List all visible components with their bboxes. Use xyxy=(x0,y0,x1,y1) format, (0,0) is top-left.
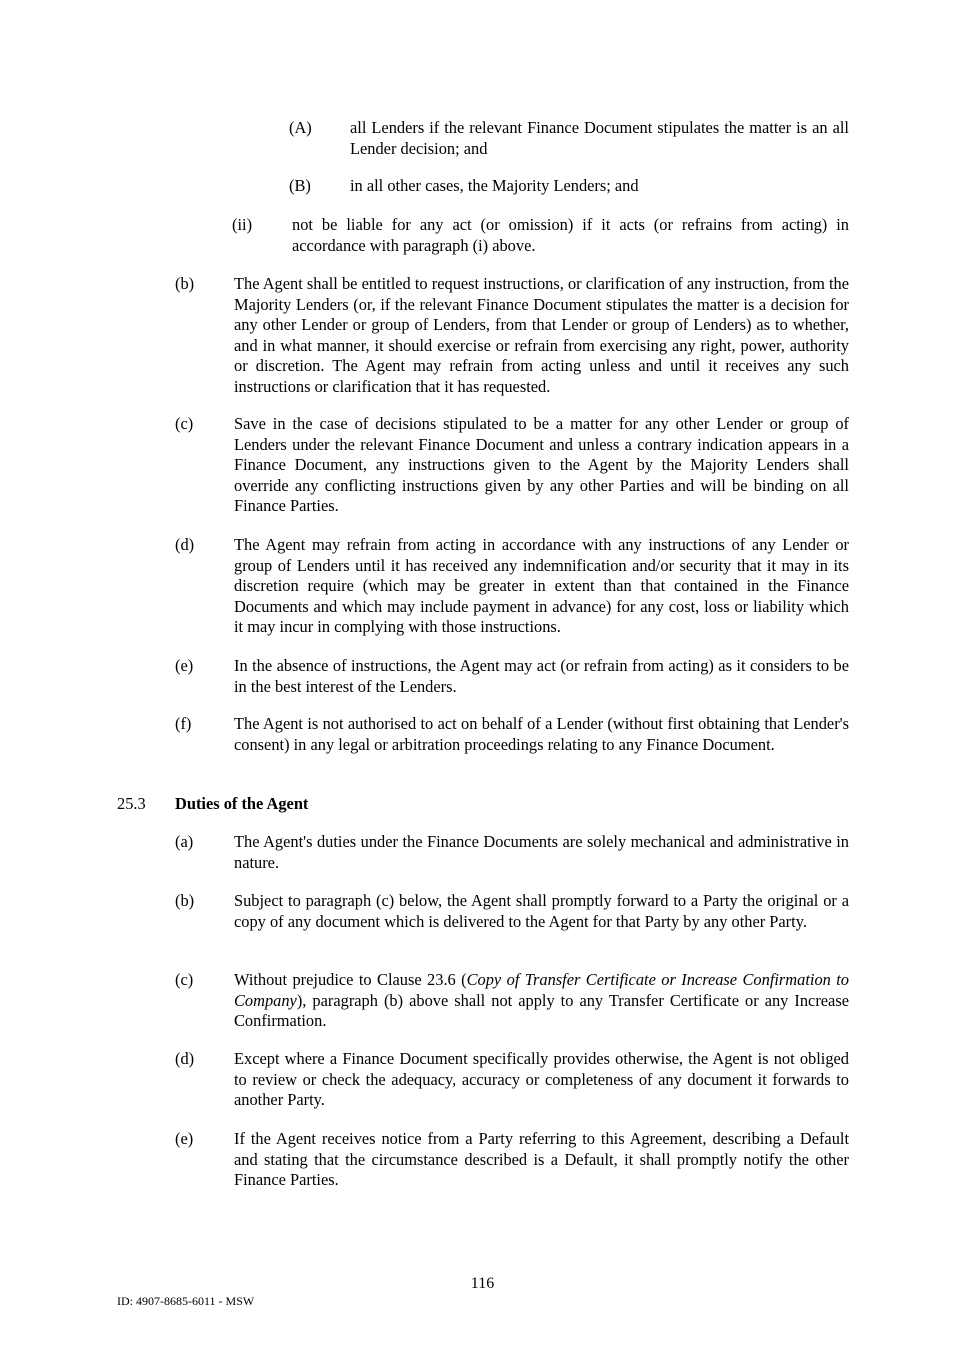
page-number: 116 xyxy=(470,1275,495,1292)
item-text: The Agent shall be entitled to request instructions, or clarification of any instruction, from the Majority Lenders (or, if the relevant Finance Document stipulates the matter is a decision for any other Lender or group of Lenders, from that Lender or group of Lenders) as to whether, and in what manner, it should exercise or refrain from exercising any right, power, authority or discretion. The Agent may refrain from acting unless and until it receives any such instructions or clarification that it has requested. xyxy=(234,274,849,396)
duty-text xyxy=(234,970,849,1032)
duty-label: (d) xyxy=(175,1049,195,1068)
item-text: not be liable for any act (or omission) if it acts (or refrains from acting) in accordance with paragraph (i) above. xyxy=(292,215,849,255)
duty-text-before: Without prejudice to Clause 23.6 ( xyxy=(234,970,467,989)
item-label: (c) xyxy=(175,414,194,433)
item-text: all Lenders if the relevant Finance Document stipulates the matter is an all Lender decision; and xyxy=(350,118,849,158)
item-label: (ii) xyxy=(232,215,253,234)
item-label: (d) xyxy=(175,535,195,554)
item-label: (e) xyxy=(175,656,194,675)
duty-label: (e) xyxy=(175,1129,194,1148)
item-text: The Agent may refrain from acting in accordance with any instructions of any Lender or group of Lenders until it has received any indemnification and/or security that it may in its discretion require (which may be greater in extent than that contained in the Finance Documents and which may include payment in advance) for any cost, loss or liability which it may incur in complying with those instructions. xyxy=(234,535,849,637)
item-label: (f) xyxy=(175,714,192,733)
clause-reference-title: Copy of Transfer Certificate or Increase Confirmation to Company xyxy=(234,970,849,1010)
duty-text: The Agent's duties under the Finance Documents are solely mechanical and administrative in nature. xyxy=(234,832,849,872)
item-label: (B) xyxy=(289,176,311,195)
duty-label: (c) xyxy=(175,970,194,989)
duty-text: If the Agent receives notice from a Party referring to this Agreement, describing a Default and stating that the circumstance described is a Default, it shall promptly notify the other Finance Parties. xyxy=(234,1129,849,1190)
duty-label: (b) xyxy=(175,891,195,910)
section-title: Duties of the Agent xyxy=(175,794,309,813)
document-id: ID: 4907-8685-6011 - MSW xyxy=(117,1294,255,1308)
duty-text-after: ), paragraph (b) above shall not apply to any Transfer Certificate or any Increase Confirmation. xyxy=(234,990,849,1031)
item-text: in all other cases, the Majority Lenders; and xyxy=(350,176,639,195)
duty-text: Subject to paragraph (c) below, the Agent shall promptly forward to a Party the original or a copy of any document which is delivered to the Agent for that Party by any other Party. xyxy=(234,891,849,931)
section-number: 25.3 xyxy=(117,794,146,813)
item-text: Save in the case of decisions stipulated to be a matter for any other Lender or group of Lenders under the relevant Finance Document and unless a contrary indication appears in a Finance Document, any instructions given to the Agent by the Majority Lenders shall override any conflicting instructions given by any other Parties and will be binding on all Finance Parties. xyxy=(234,414,849,516)
item-label: (A) xyxy=(289,118,312,137)
duty-text: Except where a Finance Document specifically provides otherwise, the Agent is not obliged to review or check the adequacy, accuracy or completeness of any document it forwards to another Party. xyxy=(234,1049,849,1110)
item-text: The Agent is not authorised to act on behalf of a Lender (without first obtaining that Lender's consent) in any legal or arbitration proceedings relating to any Finance Document. xyxy=(234,714,849,754)
duty-label: (a) xyxy=(175,832,194,851)
item-text: In the absence of instructions, the Agent may act (or refrain from acting) as it considers to be in the best interest of the Lenders. xyxy=(234,656,849,696)
item-label: (b) xyxy=(175,274,195,293)
